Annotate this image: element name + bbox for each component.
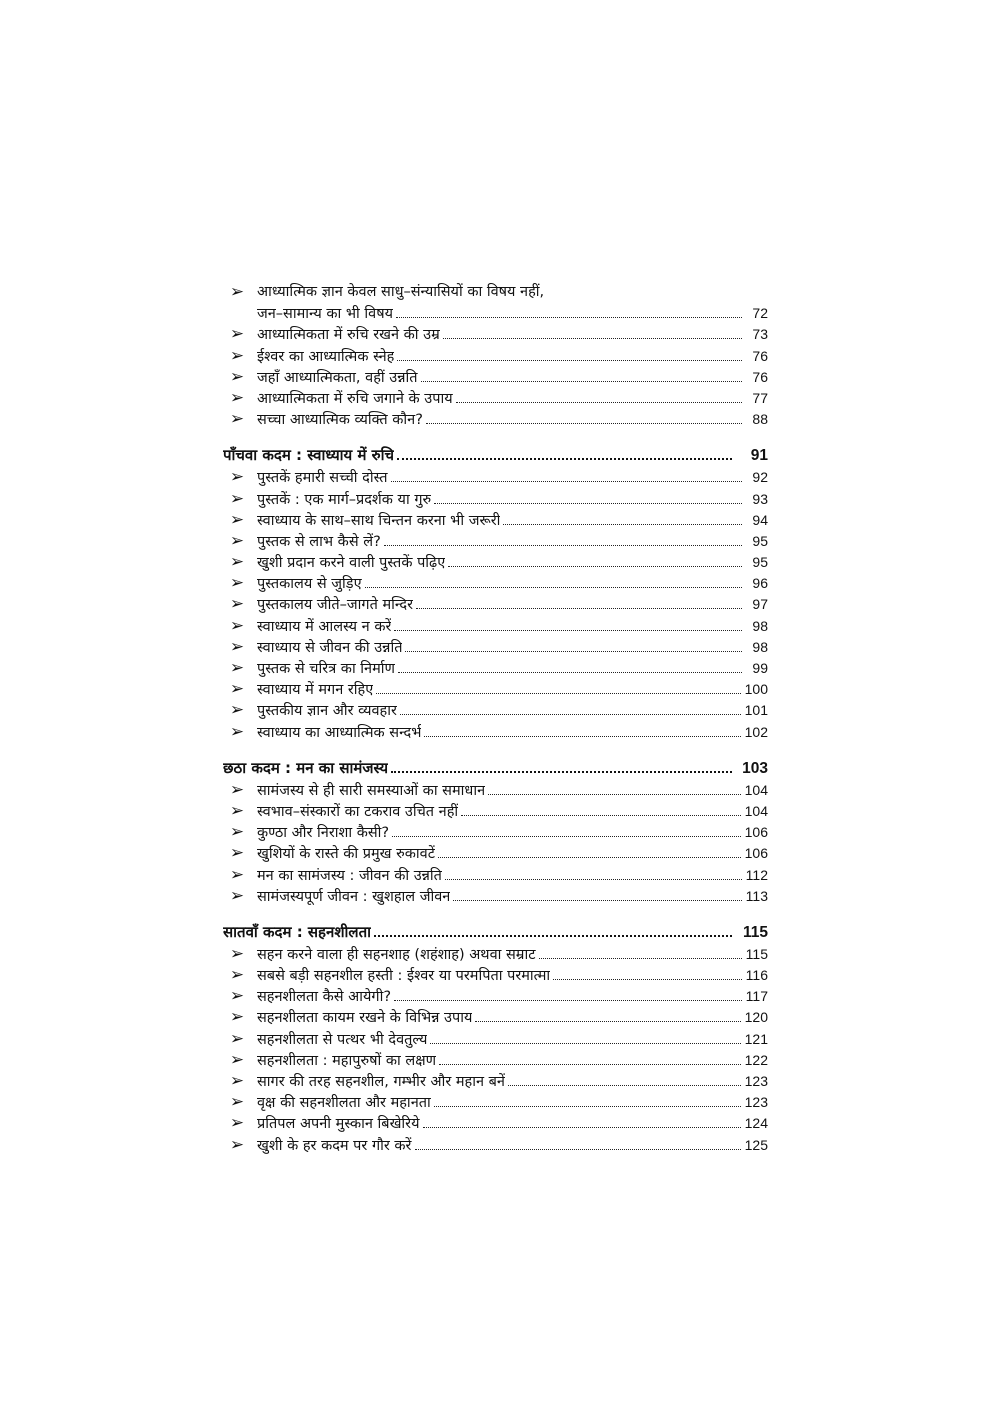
leader-dots	[398, 672, 742, 673]
chapter-title: छठा कदम : मन का सामंजस्य	[223, 758, 389, 777]
arrow-bullet-icon: ➢	[229, 409, 245, 430]
entry-title: पुस्तकें : एक मार्ग–प्रदर्शक या गुरु	[257, 491, 432, 508]
entry-page-number: 92	[752, 469, 768, 486]
entry-page-number: 121	[744, 1030, 768, 1047]
leader-dots	[453, 900, 741, 901]
entry-title: आध्यात्मिक ज्ञान केवल साधु–संन्यासियों का विषय नहीं,	[257, 284, 545, 300]
leader-dots	[397, 360, 742, 361]
entry-title-continued: जन–सामान्य का भी विषय	[257, 306, 394, 323]
arrow-bullet-icon: ➢	[229, 700, 245, 721]
leader-dots	[374, 935, 732, 937]
leader-dots	[421, 381, 743, 382]
leader-dots	[415, 1149, 741, 1150]
entry-title: सहनशीलता से पत्थर भी देवतुल्य	[257, 1031, 428, 1048]
toc-entry[interactable]	[223, 467, 768, 488]
toc-entry[interactable]	[223, 409, 768, 430]
entry-title: सहन करने वाला ही सहनशाह (शहंशाह) अथवा सम्राट	[257, 946, 536, 963]
entry-page-number: 97	[752, 596, 768, 613]
leader-dots	[400, 714, 741, 715]
entry-page-number: 76	[752, 347, 768, 364]
entry-title: सागर की तरह सहनशील, गम्भीर और महान बनें	[257, 1074, 505, 1091]
leader-dots	[424, 736, 740, 737]
entry-page-number: 106	[744, 845, 768, 862]
entry-title: ईश्वर का आध्यात्मिक स्नेह	[257, 348, 395, 365]
toc-entry[interactable]	[223, 367, 768, 388]
leader-dots	[423, 1127, 741, 1128]
entry-title: स्वाध्याय में मगन रहिए	[257, 682, 374, 699]
toc-entry[interactable]	[223, 573, 768, 594]
entry-page-number: 94	[752, 511, 768, 528]
entry-page-number: 72	[752, 305, 768, 322]
entry-page-number: 122	[744, 1051, 768, 1068]
chapter-heading[interactable]	[223, 444, 768, 467]
arrow-bullet-icon: ➢	[229, 1113, 245, 1134]
toc-entry[interactable]	[223, 822, 768, 843]
leader-dots	[503, 524, 742, 525]
arrow-bullet-icon: ➢	[229, 552, 245, 573]
entry-title: सहनशीलता : महापुरुषों का लक्षण	[257, 1052, 437, 1069]
arrow-bullet-icon: ➢	[229, 1134, 245, 1155]
chapter-page-number: 91	[750, 447, 768, 465]
entry-title: सहनशीलता कायम रखने के विभिन्न उपाय	[257, 1010, 473, 1027]
leader-dots	[396, 317, 742, 318]
entry-page-number: 106	[744, 824, 768, 841]
arrow-bullet-icon: ➢	[229, 324, 245, 345]
toc-entry[interactable]	[223, 1071, 768, 1092]
leader-dots	[392, 836, 741, 837]
chapter-heading[interactable]	[223, 757, 768, 780]
toc-entry[interactable]	[223, 1007, 768, 1028]
toc-entry[interactable]	[223, 637, 768, 658]
arrow-bullet-icon: ➢	[229, 843, 245, 864]
entry-title: पुस्तकीय ज्ञान और व्यवहार	[257, 703, 397, 720]
leader-dots	[391, 481, 742, 482]
leader-dots	[426, 423, 742, 424]
entry-page-number: 101	[744, 702, 768, 719]
leader-dots	[397, 458, 732, 460]
toc-entry[interactable]	[223, 886, 768, 907]
entry-title: वृक्ष की सहनशीलता और महानता	[257, 1095, 431, 1112]
entry-page-number: 115	[745, 945, 768, 962]
entry-page-number: 113	[745, 887, 768, 904]
arrow-bullet-icon: ➢	[229, 1028, 245, 1049]
arrow-bullet-icon: ➢	[229, 467, 245, 488]
toc-entry[interactable]	[223, 1092, 768, 1113]
entry-title: पुस्तकालय से जुड़िए	[257, 576, 362, 593]
leader-dots	[365, 587, 742, 588]
toc-entry[interactable]	[223, 594, 768, 615]
toc-entry[interactable]	[223, 324, 768, 345]
entry-title: कुण्ठा और निराशा कैसी?	[257, 825, 390, 842]
leader-dots	[394, 630, 742, 631]
leader-dots	[488, 794, 741, 795]
entry-page-number: 100	[744, 681, 768, 698]
entry-page-number: 99	[752, 660, 768, 677]
entry-page-number: 123	[744, 1094, 768, 1111]
entry-page-number: 123	[744, 1073, 768, 1090]
entry-title: स्वभाव–संस्कारों का टकराव उचित नहीं	[257, 803, 459, 820]
entry-page-number: 95	[752, 554, 768, 571]
arrow-bullet-icon: ➢	[229, 282, 245, 302]
toc-entry[interactable]	[223, 700, 768, 721]
arrow-bullet-icon: ➢	[229, 594, 245, 615]
arrow-bullet-icon: ➢	[229, 615, 245, 636]
leader-dots	[475, 1021, 740, 1022]
entry-title: मन का सामंजस्य : जीवन की उन्नति	[257, 867, 442, 884]
entry-page-number: 125	[744, 1136, 768, 1153]
leader-dots	[445, 879, 742, 880]
arrow-bullet-icon: ➢	[229, 864, 245, 885]
leader-dots	[405, 651, 742, 652]
leader-dots	[430, 1043, 740, 1044]
toc-entry[interactable]	[223, 388, 768, 409]
toc-entry[interactable]	[223, 1113, 768, 1134]
entry-page-number: 98	[752, 617, 768, 634]
arrow-bullet-icon: ➢	[229, 530, 245, 551]
entry-title: सबसे बड़ी सहनशील हस्ती : ईश्वर या परमपिता परमात्मा	[257, 968, 551, 985]
arrow-bullet-icon: ➢	[229, 679, 245, 700]
entry-title: आध्यात्मिकता में रुचि रखने की उम्र	[257, 327, 440, 344]
entry-title: स्वाध्याय के साथ–साथ चिन्तन करना भी जरूरी	[257, 512, 501, 529]
leader-dots	[539, 958, 742, 959]
arrow-bullet-icon: ➢	[229, 509, 245, 530]
toc-entry[interactable]	[223, 531, 768, 552]
arrow-bullet-icon: ➢	[229, 885, 245, 906]
entry-title: खुशी प्रदान करने वाली पुस्तकें पढ़िए	[257, 555, 446, 572]
entry-page-number: 73	[752, 326, 768, 343]
arrow-bullet-icon: ➢	[229, 366, 245, 387]
toc-entry[interactable]	[223, 865, 768, 886]
entry-title: पुस्तकालय जीते–जागते मन्दिर	[257, 597, 414, 614]
toc-entry[interactable]	[223, 552, 768, 573]
arrow-bullet-icon: ➢	[229, 488, 245, 509]
arrow-bullet-icon: ➢	[229, 1049, 245, 1070]
toc-entry[interactable]	[223, 346, 768, 367]
entry-page-number: 120	[744, 1009, 768, 1026]
chapter-page-number: 115	[742, 923, 768, 941]
leader-dots	[434, 1106, 741, 1107]
leader-dots	[384, 545, 742, 546]
arrow-bullet-icon: ➢	[229, 1092, 245, 1113]
entry-page-number: 93	[752, 490, 768, 507]
entry-title: खुशियों के रास्ते की प्रमुख रुकावटें	[257, 846, 436, 863]
leader-dots	[394, 1000, 742, 1001]
chapter-title: सातवाँ कदम : सहनशीलता	[223, 922, 372, 941]
entry-page-number: 124	[744, 1115, 768, 1132]
chapter-heading[interactable]	[223, 921, 768, 944]
entry-title: सामंजस्यपूर्ण जीवन : खुशहाल जीवन	[257, 888, 451, 905]
entry-title: पुस्तक से लाभ कैसे लें?	[257, 533, 381, 550]
leader-dots	[508, 1085, 741, 1086]
entry-page-number: 116	[745, 967, 768, 984]
table-of-contents	[223, 282, 768, 1156]
leader-dots	[461, 815, 740, 816]
leader-dots	[434, 503, 742, 504]
entry-title: स्वाध्याय में आलस्य न करें	[257, 618, 392, 635]
toc-entry[interactable]	[223, 986, 768, 1007]
entry-page-number: 88	[752, 411, 768, 428]
entry-title: स्वाध्याय का आध्यात्मिक सन्दर्भ	[257, 724, 422, 741]
entry-page-number: 95	[752, 532, 768, 549]
leader-dots	[391, 771, 732, 773]
chapter-title: पाँचवा कदम : स्वाध्याय में रुचि	[223, 446, 395, 465]
entry-title: सच्चा आध्यात्मिक व्यक्ति कौन?	[257, 412, 423, 429]
leader-dots	[456, 402, 742, 403]
arrow-bullet-icon: ➢	[229, 943, 245, 964]
toc-entry[interactable]	[223, 510, 768, 531]
toc-entry[interactable]	[223, 843, 768, 864]
leader-dots	[448, 566, 742, 567]
toc-entry[interactable]	[223, 616, 768, 637]
toc-entry[interactable]	[223, 1050, 768, 1071]
entry-title: पुस्तक से चरित्र का निर्माण	[257, 661, 396, 678]
arrow-bullet-icon: ➢	[229, 1071, 245, 1092]
arrow-bullet-icon: ➢	[229, 965, 245, 986]
leader-dots	[553, 979, 741, 980]
entry-title: प्रतिपल अपनी मुस्कान बिखेरिये	[257, 1116, 420, 1133]
entry-title: पुस्तकें हमारी सच्ची दोस्त	[257, 470, 388, 487]
entry-page-number: 76	[752, 368, 768, 385]
entry-title: आध्यात्मिकता में रुचि जगाने के उपाय	[257, 390, 453, 407]
entry-title: सहनशीलता कैसे आयेगी?	[257, 989, 392, 1006]
entry-page-number: 98	[752, 638, 768, 655]
toc-entry[interactable]	[223, 801, 768, 822]
entry-title: जहाँ आध्यात्मिकता, वहीं उन्नति	[257, 369, 418, 386]
entry-page-number: 77	[752, 389, 768, 406]
entry-title: सामंजस्य से ही सारी समस्याओं का समाधान	[257, 782, 486, 799]
entry-page-number: 102	[744, 723, 768, 740]
entry-page-number: 104	[744, 781, 768, 798]
arrow-bullet-icon: ➢	[229, 822, 245, 843]
arrow-bullet-icon: ➢	[229, 779, 245, 800]
entry-page-number: 104	[744, 802, 768, 819]
arrow-bullet-icon: ➢	[229, 1007, 245, 1028]
toc-entry[interactable]	[223, 780, 768, 801]
arrow-bullet-icon: ➢	[229, 800, 245, 821]
chapter-page-number: 103	[742, 759, 768, 777]
arrow-bullet-icon: ➢	[229, 721, 245, 742]
arrow-bullet-icon: ➢	[229, 387, 245, 408]
entry-page-number: 96	[752, 575, 768, 592]
leader-dots	[438, 857, 741, 858]
entry-title: स्वाध्याय से जीवन की उन्नति	[257, 639, 403, 656]
toc-entry[interactable]	[223, 1135, 768, 1156]
leader-dots	[376, 693, 740, 694]
toc-entry[interactable]	[223, 1029, 768, 1050]
toc-entry[interactable]	[223, 282, 768, 324]
arrow-bullet-icon: ➢	[229, 573, 245, 594]
entry-title: खुशी के हर कदम पर गौर करें	[257, 1137, 412, 1154]
toc-entry[interactable]	[223, 658, 768, 679]
leader-dots	[439, 1064, 741, 1065]
toc-entry[interactable]	[223, 679, 768, 700]
entry-page-number: 112	[745, 866, 768, 883]
arrow-bullet-icon: ➢	[229, 345, 245, 366]
arrow-bullet-icon: ➢	[229, 658, 245, 679]
toc-entry[interactable]	[223, 722, 768, 743]
leader-dots	[443, 338, 742, 339]
entry-page-number: 117	[745, 988, 768, 1005]
leader-dots	[416, 608, 742, 609]
toc-entry[interactable]	[223, 489, 768, 510]
arrow-bullet-icon: ➢	[229, 986, 245, 1007]
arrow-bullet-icon: ➢	[229, 636, 245, 657]
toc-entry[interactable]	[223, 944, 768, 965]
toc-entry[interactable]	[223, 965, 768, 986]
